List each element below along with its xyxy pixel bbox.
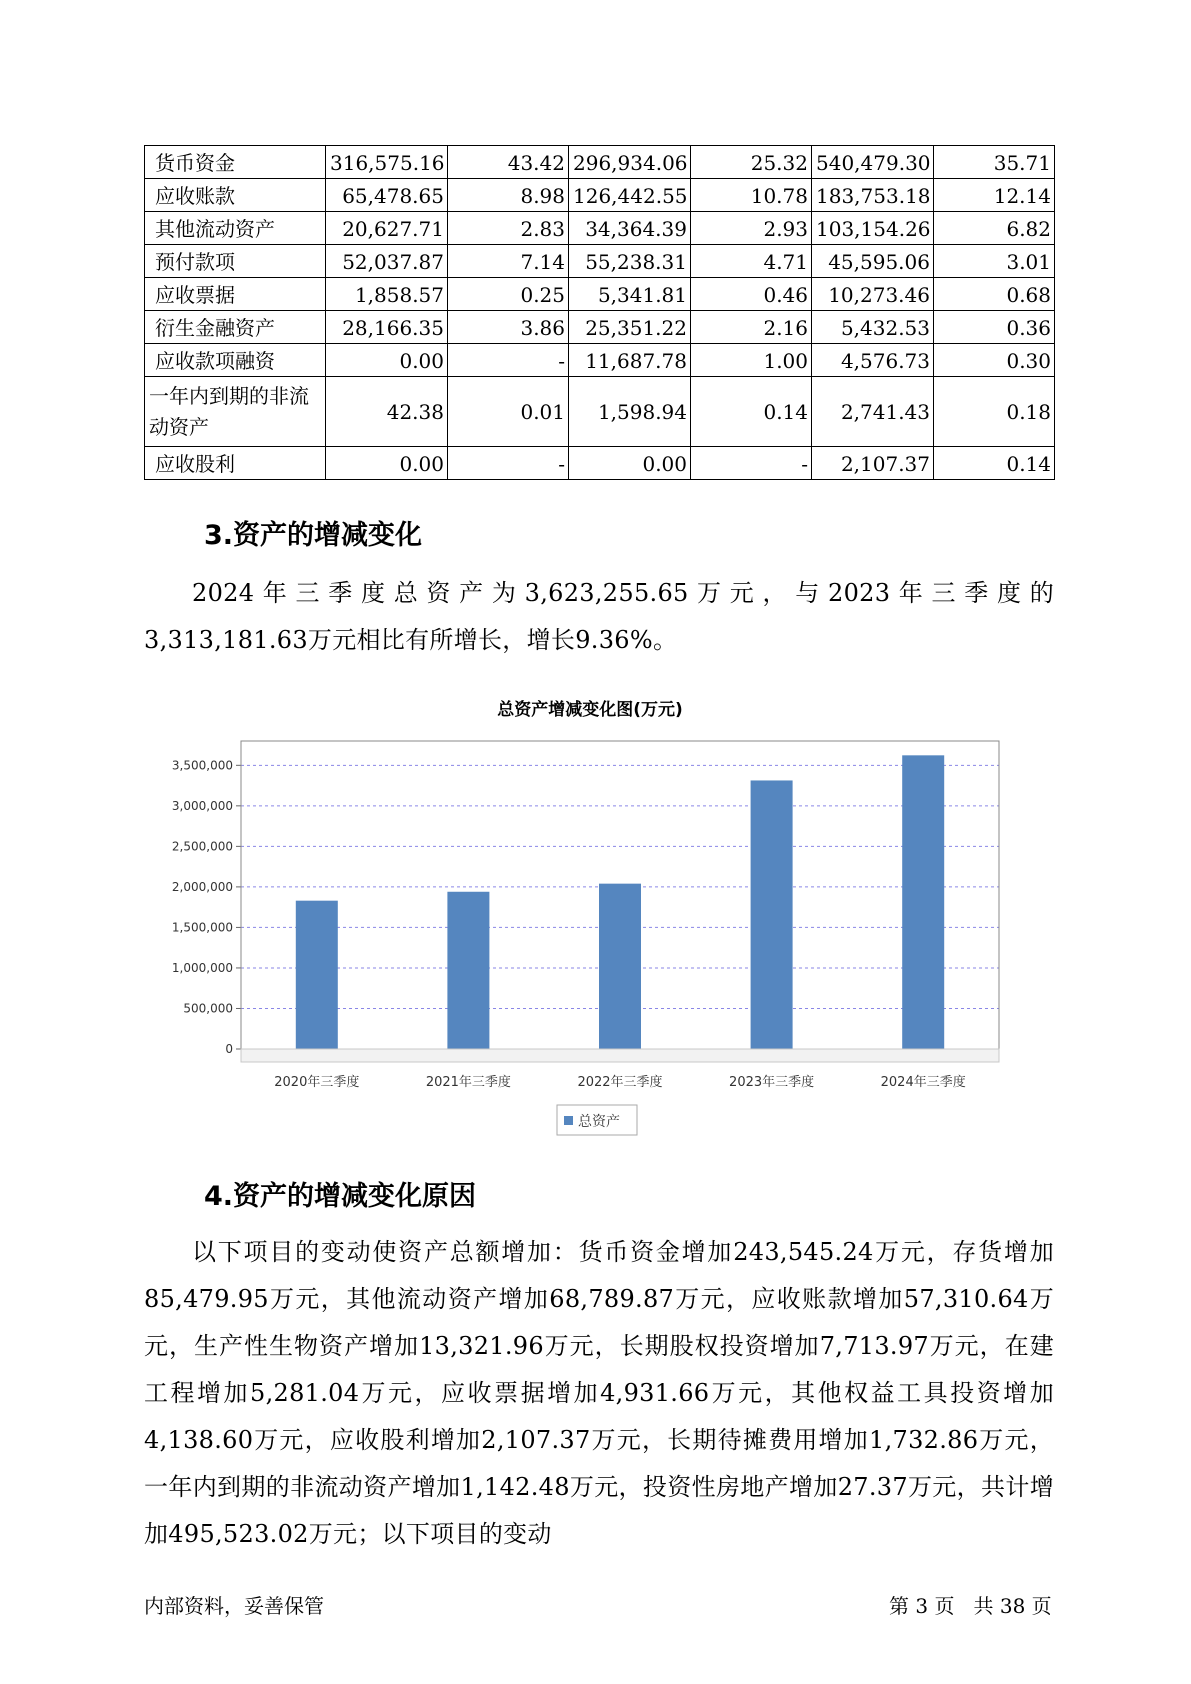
section-heading: 3.资产的增减变化 <box>204 520 423 551</box>
value-cell: 1,598.94 <box>569 377 691 447</box>
bar <box>296 901 338 1049</box>
row-name: 货币资金 <box>145 146 326 179</box>
y-tick-label: 0 <box>225 1042 233 1056</box>
value-cell: 5,432.53 <box>812 311 934 344</box>
value-cell: 0.00 <box>326 447 448 480</box>
percent-cell: 10.78 <box>691 179 812 212</box>
table-row <box>145 447 1055 480</box>
bar <box>599 884 641 1049</box>
percent-cell: 25.32 <box>691 146 812 179</box>
value-cell: 0.00 <box>326 344 448 377</box>
value-cell: 2,107.37 <box>812 447 934 480</box>
value-cell: 20,627.71 <box>326 212 448 245</box>
percent-cell: 4.71 <box>691 245 812 278</box>
percent-cell: 0.25 <box>448 278 569 311</box>
value-cell: 2,741.43 <box>812 377 934 447</box>
percent-cell: 2.16 <box>691 311 812 344</box>
total-assets-bar-chart <box>150 690 1030 1140</box>
value-cell: 103,154.26 <box>812 212 934 245</box>
percent-cell: 3.01 <box>934 245 1055 278</box>
chart-bars <box>296 755 944 1049</box>
y-tick-label: 1,500,000 <box>171 920 233 935</box>
body-paragraph: 以下项目的变动使资产总额增加：货币资金增加243,545.24万元，存货增加85,479.95万元，其他流动资产增加68,789.87万元，应收账款增加57,310.64万元，生产性生物资产增加13,321.96万元，长期股权投资增加7,713.97万元，在建工程增加5,281.04万元，应收票据增加4,931.66万元，其他权益工具投资增加4,138.60万元，应收股利增加2,107.37万元，长期待摊费用增加1,732.86万元，一年内到期的非流动资产增加1,142.48万元，投资性房地产增加27.37万元，共计增加495,523.02万元；以下项目的变动 <box>144 1238 1054 1548</box>
value-cell: 25,351.22 <box>569 311 691 344</box>
percent-cell: 43.42 <box>448 146 569 179</box>
percent-cell: - <box>448 344 569 377</box>
value-cell: 42.38 <box>326 377 448 447</box>
percent-cell: 0.18 <box>934 377 1055 447</box>
value-cell: 0.00 <box>569 447 691 480</box>
value-cell: 316,575.16 <box>326 146 448 179</box>
percent-cell: 0.01 <box>448 377 569 447</box>
x-tick-label: 2022年三季度 <box>577 1075 663 1090</box>
percent-cell: 0.14 <box>934 447 1055 480</box>
value-cell: 10,273.46 <box>812 278 934 311</box>
value-cell: 5,341.81 <box>569 278 691 311</box>
x-tick-label: 2024年三季度 <box>880 1075 966 1090</box>
value-cell: 4,576.73 <box>812 344 934 377</box>
percent-cell: 0.30 <box>934 344 1055 377</box>
y-axis-ticks <box>172 758 241 1056</box>
y-tick-label: 1,000,000 <box>171 960 233 975</box>
section-heading: 4.资产的增减变化原因 <box>204 1181 477 1212</box>
value-cell: 126,442.55 <box>569 179 691 212</box>
y-tick-label: 3,000,000 <box>171 798 233 813</box>
y-tick-label: 3,500,000 <box>171 758 233 773</box>
value-cell: 45,595.06 <box>812 245 934 278</box>
row-name: 应收股利 <box>145 447 326 480</box>
value-cell: 1,858.57 <box>326 278 448 311</box>
y-tick-label: 2,000,000 <box>171 879 233 894</box>
body-paragraph: 2024年三季度总资产为3,623,255.65万元，与2023年三季度的3,313,181.63万元相比有所增长，增长9.36%。 <box>144 579 1054 654</box>
bar <box>447 892 489 1049</box>
row-name: 预付款项 <box>145 245 326 278</box>
value-cell: 540,479.30 <box>812 146 934 179</box>
table-row <box>145 245 1055 278</box>
value-cell: 34,364.39 <box>569 212 691 245</box>
legend-label: 总资产 <box>578 1114 620 1130</box>
value-cell: 28,166.35 <box>326 311 448 344</box>
row-name: 应收票据 <box>145 278 326 311</box>
table-row <box>145 344 1055 377</box>
percent-cell: 2.83 <box>448 212 569 245</box>
x-axis-band <box>241 1049 999 1062</box>
percent-cell: - <box>691 447 812 480</box>
row-name: 应收款项融资 <box>145 344 326 377</box>
x-axis-labels <box>274 1074 965 1090</box>
percent-cell: 1.00 <box>691 344 812 377</box>
percent-cell: 6.82 <box>934 212 1055 245</box>
percent-cell: 3.86 <box>448 311 569 344</box>
value-cell: 55,238.31 <box>569 245 691 278</box>
row-name: 应收账款 <box>145 179 326 212</box>
percent-cell: 0.68 <box>934 278 1055 311</box>
percent-cell: 35.71 <box>934 146 1055 179</box>
footer-note: 内部资料，妥善保管 <box>144 1594 324 1618</box>
table-row <box>145 278 1055 311</box>
value-cell: 52,037.87 <box>326 245 448 278</box>
percent-cell: 0.46 <box>691 278 812 311</box>
x-tick-label: 2023年三季度 <box>729 1075 815 1090</box>
x-tick-label: 2021年三季度 <box>425 1075 511 1090</box>
table-row <box>145 311 1055 344</box>
value-cell: 65,478.65 <box>326 179 448 212</box>
chart-legend <box>557 1105 637 1135</box>
percent-cell: 2.93 <box>691 212 812 245</box>
legend-swatch <box>564 1116 573 1125</box>
asset-table <box>144 145 1055 480</box>
value-cell: 11,687.78 <box>569 344 691 377</box>
row-name: 一年内到期的非流动资产 <box>145 377 326 447</box>
percent-cell: 7.14 <box>448 245 569 278</box>
table-row <box>145 377 1055 447</box>
table-row <box>145 179 1055 212</box>
percent-cell: - <box>448 447 569 480</box>
value-cell: 183,753.18 <box>812 179 934 212</box>
bar <box>751 780 793 1049</box>
bar <box>902 755 944 1049</box>
percent-cell: 8.98 <box>448 179 569 212</box>
row-name: 衍生金融资产 <box>145 311 326 344</box>
table-row <box>145 146 1055 179</box>
percent-cell: 0.36 <box>934 311 1055 344</box>
percent-cell: 12.14 <box>934 179 1055 212</box>
value-cell: 296,934.06 <box>569 146 691 179</box>
table-row <box>145 212 1055 245</box>
y-tick-label: 2,500,000 <box>171 839 233 854</box>
x-tick-label: 2020年三季度 <box>274 1075 360 1090</box>
percent-cell: 0.14 <box>691 377 812 447</box>
row-name: 其他流动资产 <box>145 212 326 245</box>
page-number: 第 3 页 共 38 页 <box>889 1594 1052 1618</box>
y-tick-label: 500,000 <box>183 1001 233 1016</box>
chart-title: 总资产增减变化图(万元) <box>497 700 683 720</box>
